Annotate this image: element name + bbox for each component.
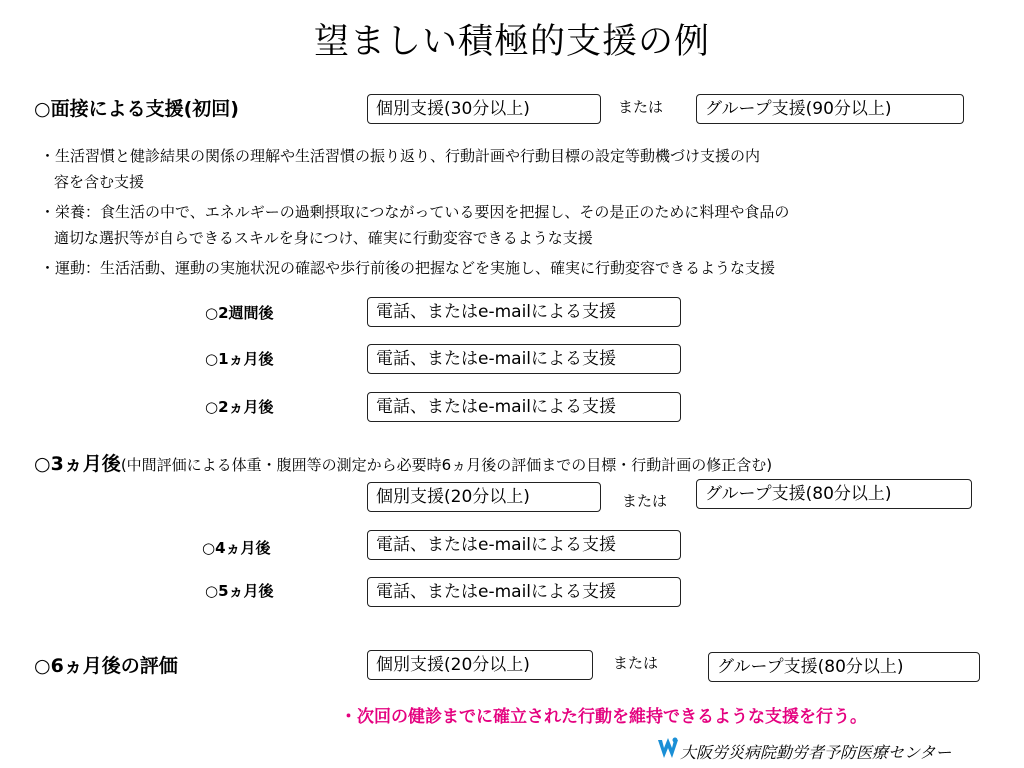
- footer-organization-name: 大阪労災病院勤労者予防医療センター: [680, 743, 952, 762]
- month3-group-support-box: グループ支援(80分以上): [696, 479, 972, 509]
- week2-label: ○2週間後: [205, 304, 274, 322]
- month1-label: ○1ヵ月後: [205, 350, 274, 368]
- initial-interview-heading: ○面接による支援(初回): [34, 98, 239, 120]
- month6-group-support-box: グループ支援(80分以上): [708, 652, 980, 682]
- month6-or-text: または: [613, 654, 659, 672]
- month1-contact-box: 電話、またはe-mailによる支援: [367, 344, 681, 374]
- month5-contact-box: 電話、またはe-mailによる支援: [367, 577, 681, 607]
- initial-or-text: または: [618, 98, 664, 116]
- month4-contact-box: 電話、またはe-mailによる支援: [367, 530, 681, 560]
- closing-note: ・次回の健診までに確立された行動を維持できるような支援を行う。: [340, 707, 867, 727]
- bullet-nutrition-line2: 適切な選択等が自らできるスキルを身につけ、確実に行動変容できるような支援: [54, 229, 593, 247]
- month2-label: ○2ヵ月後: [205, 398, 274, 416]
- month6-individual-support-box: 個別支援(20分以上): [367, 650, 593, 680]
- month3-note: (中間評価による体重・腹囲等の測定から必要時6ヵ月後の評価までの目標・行動計画の修正含む): [120, 456, 773, 474]
- bullet-general-line1: ・生活習慣と健診結果の関係の理解や生活習慣の振り返り、行動計画や行動目標の設定等動機づけ支援の内: [40, 147, 761, 165]
- month4-label: ○4ヵ月後: [202, 539, 271, 557]
- week2-contact-box: 電話、またはe-mailによる支援: [367, 297, 681, 327]
- month3-heading: [34, 449, 772, 476]
- month5-label: ○5ヵ月後: [205, 582, 274, 600]
- month6-heading: ○6ヵ月後の評価: [34, 655, 178, 677]
- initial-group-support-box: グループ支援(90分以上): [696, 94, 964, 124]
- bullet-nutrition-line1: ・栄養：食生活の中で、エネルギーの過剰摂取につながっている要因を把握し、その是正のために料理や食品の: [40, 203, 790, 221]
- initial-individual-support-box: 個別支援(30分以上): [367, 94, 601, 124]
- month3-or-text: または: [622, 492, 668, 510]
- month2-contact-box: 電話、またはe-mailによる支援: [367, 392, 681, 422]
- month3-individual-support-box: 個別支援(20分以上): [367, 482, 601, 512]
- organization-logo-icon: [656, 736, 680, 762]
- bullet-exercise: ・運動：生活活動、運動の実施状況の確認や歩行前後の把握などを実施し、確実に行動変容できるような支援: [40, 259, 776, 277]
- page-title: 望ましい積極的支援の例: [313, 22, 710, 62]
- month3-heading-text: ○3ヵ月後: [34, 453, 121, 475]
- bullet-general-line2: 容を含む支援: [54, 173, 145, 191]
